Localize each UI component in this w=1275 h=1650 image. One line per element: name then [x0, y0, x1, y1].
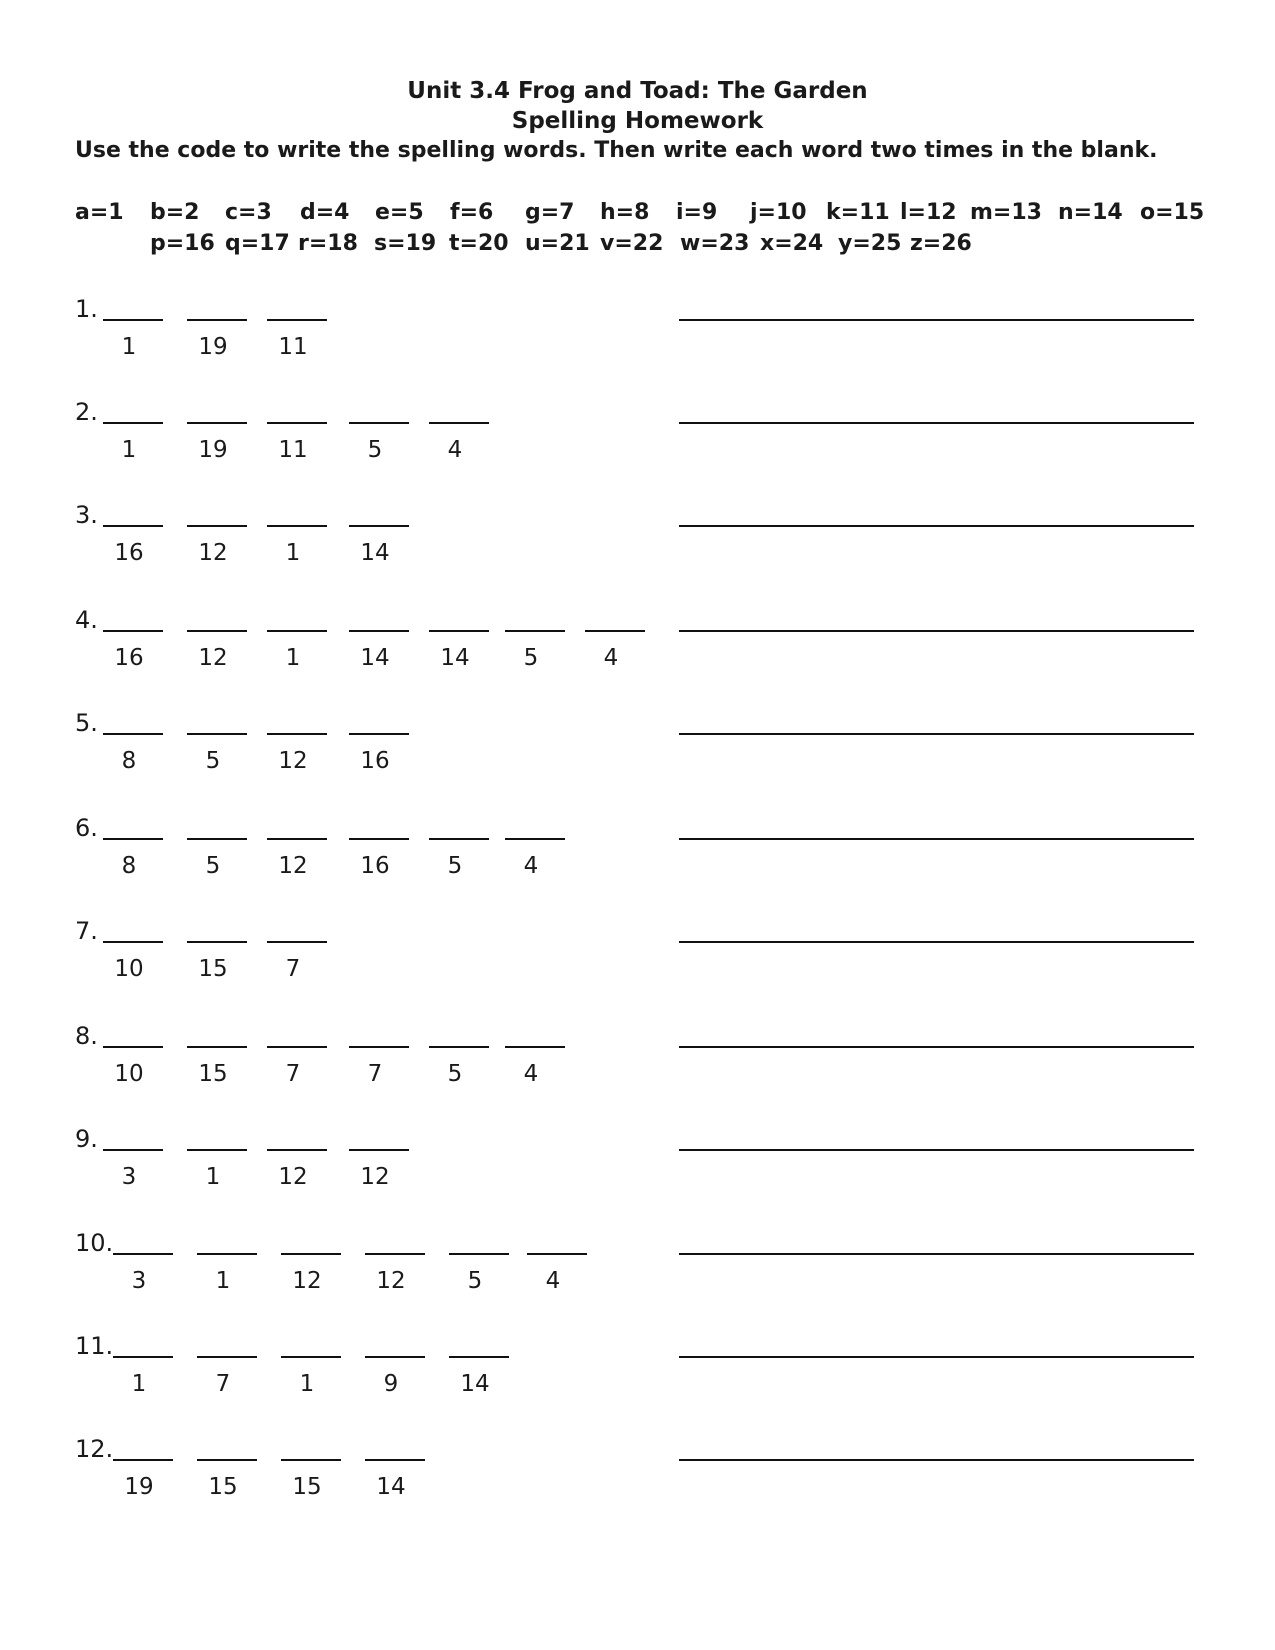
letter-code-number: 8	[121, 748, 137, 774]
row1-code-9: j=10	[750, 200, 807, 225]
letter-code-number: 15	[292, 1474, 322, 1500]
letter-code-number: 7	[285, 956, 301, 982]
letter-code-number: 12	[292, 1268, 322, 1294]
page-title: Unit 3.4 Frog and Toad: The Garden	[407, 78, 868, 104]
letter-blank[interactable]	[103, 525, 163, 527]
letter-blank[interactable]	[505, 1046, 565, 1048]
letter-code-number: 7	[215, 1371, 231, 1397]
problem-number: 4.	[75, 606, 98, 634]
answer-line[interactable]	[679, 1149, 1194, 1151]
letter-blank[interactable]	[187, 941, 247, 943]
letter-blank[interactable]	[197, 1459, 257, 1461]
answer-line[interactable]	[679, 422, 1194, 424]
row2-code-8: x=24	[760, 231, 824, 256]
letter-blank[interactable]	[349, 838, 409, 840]
letter-code-number: 19	[198, 437, 228, 463]
row1-code-0: a=1	[75, 200, 124, 225]
letter-code-number: 12	[198, 540, 228, 566]
letter-code-number: 12	[278, 1164, 308, 1190]
letter-code-number: 5	[367, 437, 383, 463]
letter-blank[interactable]	[281, 1253, 341, 1255]
letter-blank[interactable]	[187, 422, 247, 424]
letter-blank[interactable]	[365, 1356, 425, 1358]
row2-code-1: q=17	[225, 231, 290, 256]
letter-code-number: 7	[285, 1061, 301, 1087]
letter-code-number: 1	[205, 1164, 221, 1190]
letter-code-number: 12	[376, 1268, 406, 1294]
letter-blank[interactable]	[505, 838, 565, 840]
row1-code-13: n=14	[1058, 200, 1123, 225]
letter-code-number: 12	[278, 853, 308, 879]
letter-blank[interactable]	[449, 1356, 509, 1358]
letter-blank[interactable]	[349, 630, 409, 632]
problem-number: 2.	[75, 398, 98, 426]
letter-blank[interactable]	[585, 630, 645, 632]
row2-code-7: w=23	[680, 231, 750, 256]
instructions: Use the code to write the spelling words. Then write each word two times in the blank.	[75, 138, 1158, 163]
answer-line[interactable]	[679, 319, 1194, 321]
row2-code-0: p=16	[150, 231, 215, 256]
letter-blank[interactable]	[103, 319, 163, 321]
letter-code-number: 5	[205, 853, 221, 879]
letter-blank[interactable]	[187, 630, 247, 632]
answer-line[interactable]	[679, 630, 1194, 632]
problem-12	[0, 1436, 1275, 1516]
letter-code-number: 14	[360, 645, 390, 671]
letter-blank[interactable]	[349, 1046, 409, 1048]
problem-1	[0, 296, 1275, 376]
letter-code-number: 1	[285, 645, 301, 671]
letter-code-number: 14	[376, 1474, 406, 1500]
letter-code-number: 16	[360, 853, 390, 879]
letter-blank[interactable]	[349, 1149, 409, 1151]
row1-code-11: l=12	[900, 200, 957, 225]
letter-code-number: 5	[523, 645, 539, 671]
page-subtitle: Spelling Homework	[511, 108, 764, 134]
letter-blank[interactable]	[103, 941, 163, 943]
letter-blank[interactable]	[349, 733, 409, 735]
letter-blank[interactable]	[267, 319, 327, 321]
problem-11	[0, 1333, 1275, 1413]
letter-code-number: 3	[121, 1164, 137, 1190]
letter-code-number: 19	[198, 334, 228, 360]
row1-code-1: b=2	[150, 200, 200, 225]
letter-code-number: 16	[360, 748, 390, 774]
answer-line[interactable]	[679, 941, 1194, 943]
letter-blank[interactable]	[281, 1459, 341, 1461]
problem-number: 5.	[75, 709, 98, 737]
letter-code-number: 15	[198, 1061, 228, 1087]
letter-code-number: 7	[367, 1061, 383, 1087]
letter-blank[interactable]	[103, 838, 163, 840]
letter-code-number: 10	[114, 1061, 144, 1087]
problem-4	[0, 607, 1275, 687]
letter-blank[interactable]	[103, 630, 163, 632]
letter-code-number: 1	[215, 1268, 231, 1294]
letter-code-number: 12	[278, 748, 308, 774]
row2-code-4: t=20	[449, 231, 509, 256]
problem-number: 11.	[75, 1332, 114, 1360]
letter-blank[interactable]	[429, 422, 489, 424]
letter-blank[interactable]	[429, 1046, 489, 1048]
row1-code-6: g=7	[525, 200, 575, 225]
letter-code-number: 9	[383, 1371, 399, 1397]
letter-code-number: 14	[360, 540, 390, 566]
letter-code-number: 19	[124, 1474, 154, 1500]
letter-blank[interactable]	[103, 733, 163, 735]
letter-code-number: 4	[523, 853, 539, 879]
letter-code-number: 14	[440, 645, 470, 671]
problem-number: 3.	[75, 501, 98, 529]
letter-blank[interactable]	[113, 1253, 173, 1255]
row1-code-7: h=8	[600, 200, 650, 225]
letter-blank[interactable]	[267, 525, 327, 527]
problem-number: 7.	[75, 917, 98, 945]
letter-blank[interactable]	[197, 1356, 257, 1358]
letter-blank[interactable]	[349, 422, 409, 424]
row2-code-6: v=22	[600, 231, 664, 256]
letter-code-number: 4	[545, 1268, 561, 1294]
row2-code-10: z=26	[910, 231, 972, 256]
letter-blank[interactable]	[527, 1253, 587, 1255]
letter-code-number: 15	[208, 1474, 238, 1500]
row1-code-4: e=5	[375, 200, 424, 225]
row1-code-2: c=3	[225, 200, 272, 225]
letter-code-number: 1	[121, 437, 137, 463]
letter-blank[interactable]	[267, 1149, 327, 1151]
problem-number: 6.	[75, 814, 98, 842]
answer-line[interactable]	[679, 1046, 1194, 1048]
letter-code-number: 16	[114, 645, 144, 671]
letter-blank[interactable]	[429, 838, 489, 840]
letter-code-number: 10	[114, 956, 144, 982]
letter-blank[interactable]	[281, 1356, 341, 1358]
row1-code-8: i=9	[676, 200, 718, 225]
letter-blank[interactable]	[429, 630, 489, 632]
row1-code-12: m=13	[970, 200, 1042, 225]
letter-code-number: 4	[523, 1061, 539, 1087]
letter-blank[interactable]	[113, 1356, 173, 1358]
letter-code-number: 3	[131, 1268, 147, 1294]
letter-code-number: 12	[360, 1164, 390, 1190]
answer-line[interactable]	[679, 525, 1194, 527]
answer-line[interactable]	[679, 733, 1194, 735]
letter-code-number: 15	[198, 956, 228, 982]
row1-code-5: f=6	[450, 200, 494, 225]
row1-code-3: d=4	[300, 200, 350, 225]
letter-blank[interactable]	[187, 1149, 247, 1151]
letter-blank[interactable]	[505, 630, 565, 632]
answer-line[interactable]	[679, 1253, 1194, 1255]
letter-code-number: 1	[299, 1371, 315, 1397]
problem-9	[0, 1126, 1275, 1206]
letter-code-number: 5	[205, 748, 221, 774]
letter-blank[interactable]	[267, 838, 327, 840]
letter-blank[interactable]	[187, 838, 247, 840]
letter-code-number: 1	[285, 540, 301, 566]
letter-blank[interactable]	[365, 1253, 425, 1255]
letter-code-number: 11	[278, 334, 308, 360]
answer-line[interactable]	[679, 838, 1194, 840]
problem-number: 12.	[75, 1435, 114, 1463]
letter-blank[interactable]	[267, 941, 327, 943]
letter-blank[interactable]	[267, 733, 327, 735]
letter-code-number: 1	[121, 334, 137, 360]
problem-number: 9.	[75, 1125, 98, 1153]
letter-blank[interactable]	[267, 422, 327, 424]
problem-7	[0, 918, 1275, 998]
letter-blank[interactable]	[103, 422, 163, 424]
problem-5	[0, 710, 1275, 790]
row1-code-14: o=15	[1140, 200, 1205, 225]
letter-blank[interactable]	[449, 1253, 509, 1255]
letter-blank[interactable]	[103, 1149, 163, 1151]
problem-10	[0, 1230, 1275, 1310]
letter-code-number: 1	[131, 1371, 147, 1397]
answer-line[interactable]	[679, 1356, 1194, 1358]
letter-code-number: 5	[447, 853, 463, 879]
row1-code-10: k=11	[826, 200, 890, 225]
row2-code-2: r=18	[298, 231, 358, 256]
letter-blank[interactable]	[267, 630, 327, 632]
row2-code-9: y=25	[838, 231, 902, 256]
letter-code-number: 14	[460, 1371, 490, 1397]
letter-blank[interactable]	[187, 733, 247, 735]
answer-line[interactable]	[679, 1459, 1194, 1461]
letter-code-number: 12	[198, 645, 228, 671]
letter-blank[interactable]	[267, 1046, 327, 1048]
problem-number: 1.	[75, 295, 98, 323]
letter-blank[interactable]	[113, 1459, 173, 1461]
problem-6	[0, 815, 1275, 895]
letter-code-number: 4	[447, 437, 463, 463]
letter-code-number: 4	[603, 645, 619, 671]
row2-code-3: s=19	[374, 231, 437, 256]
problem-3	[0, 502, 1275, 582]
problem-2	[0, 399, 1275, 479]
letter-blank[interactable]	[187, 525, 247, 527]
row2-code-5: u=21	[525, 231, 590, 256]
letter-blank[interactable]	[187, 319, 247, 321]
problem-number: 8.	[75, 1022, 98, 1050]
letter-code-number: 5	[467, 1268, 483, 1294]
letter-blank[interactable]	[365, 1459, 425, 1461]
letter-blank[interactable]	[349, 525, 409, 527]
letter-code-number: 16	[114, 540, 144, 566]
letter-code-number: 5	[447, 1061, 463, 1087]
letter-blank[interactable]	[103, 1046, 163, 1048]
letter-code-number: 8	[121, 853, 137, 879]
problem-number: 10.	[75, 1229, 114, 1257]
problem-8	[0, 1023, 1275, 1103]
letter-code-number: 11	[278, 437, 308, 463]
letter-blank[interactable]	[187, 1046, 247, 1048]
letter-blank[interactable]	[197, 1253, 257, 1255]
